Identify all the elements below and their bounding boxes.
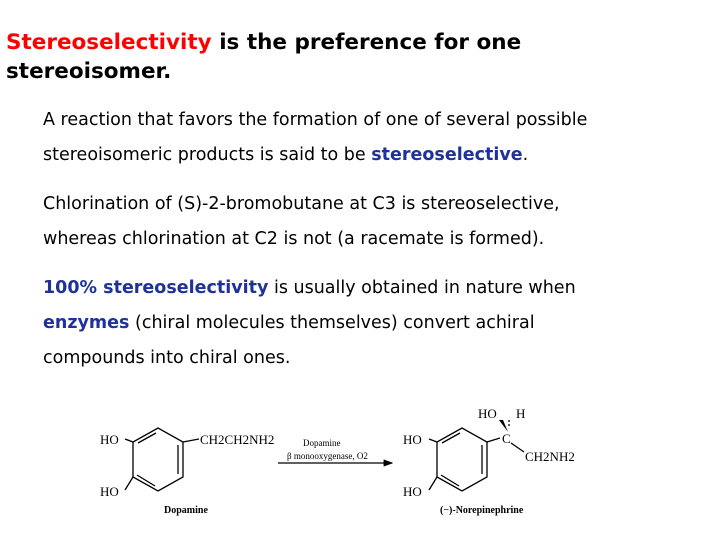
para1-line2-pre: stereoisomeric products is said to be <box>43 145 372 165</box>
paragraph-stereoselective-definition <box>43 103 703 173</box>
term-enzymes: enzymes <box>43 313 130 333</box>
title-line1-rest: is the preference for one <box>211 30 522 55</box>
norepinephrine-benzene-ring <box>437 428 487 491</box>
para1-line2-post: . <box>522 145 529 165</box>
para2-line-1: Chlorination of (S)-2-bromobutane at C3 is stereoselective, <box>43 194 560 214</box>
para3-line2-rest: (chiral molecules themselves) convert achiral <box>129 313 535 333</box>
para3-line-1 <box>43 271 703 306</box>
dopamine-chain: CH2CH2NH2 <box>200 432 275 447</box>
enzyme-label-line-2: β monooxygenase, O2 <box>287 451 368 461</box>
enzyme-label-line-1: Dopamine <box>303 438 341 448</box>
dopamine-structure <box>125 428 199 491</box>
dopamine-oh-bottom: HO <box>100 484 119 499</box>
reaction-scheme <box>0 395 720 540</box>
slide-title <box>6 28 706 86</box>
norepinephrine-oh-bottom: HO <box>403 484 422 499</box>
para1-line-1: A reaction that favors the formation of one of several possible <box>43 110 588 130</box>
title-line-2: stereoisomer. <box>6 59 172 84</box>
norepinephrine-chain: CH2NH2 <box>525 449 575 464</box>
title-line-1 <box>6 28 706 57</box>
para1-line-2 <box>43 138 703 173</box>
title-term: Stereoselectivity <box>6 30 212 55</box>
dopamine-label: Dopamine <box>164 505 208 516</box>
dopamine-oh-top: HO <box>100 432 119 447</box>
norepinephrine-chiral-carbon: C <box>502 431 511 446</box>
norepinephrine-h: H <box>516 406 526 421</box>
norepinephrine-label: (−)-Norepinephrine <box>440 505 524 516</box>
norepinephrine-oh-top: HO <box>403 432 422 447</box>
para3-line-3: compounds into chiral ones. <box>43 348 291 368</box>
para3-line1-rest: is usually obtained in nature when <box>268 278 576 298</box>
norepinephrine-ho: HO <box>478 406 497 421</box>
term-stereoselective: stereoselective <box>371 145 523 165</box>
para2-line-2: whereas chlorination at C2 is not (a racemate is formed). <box>43 229 545 249</box>
paragraph-enzymes <box>43 271 703 376</box>
paragraph-chlorination-example <box>43 187 703 257</box>
dopamine-benzene-ring <box>133 428 183 491</box>
term-100-stereoselectivity: 100% stereoselectivity <box>43 278 269 298</box>
para3-line-2 <box>43 306 703 341</box>
